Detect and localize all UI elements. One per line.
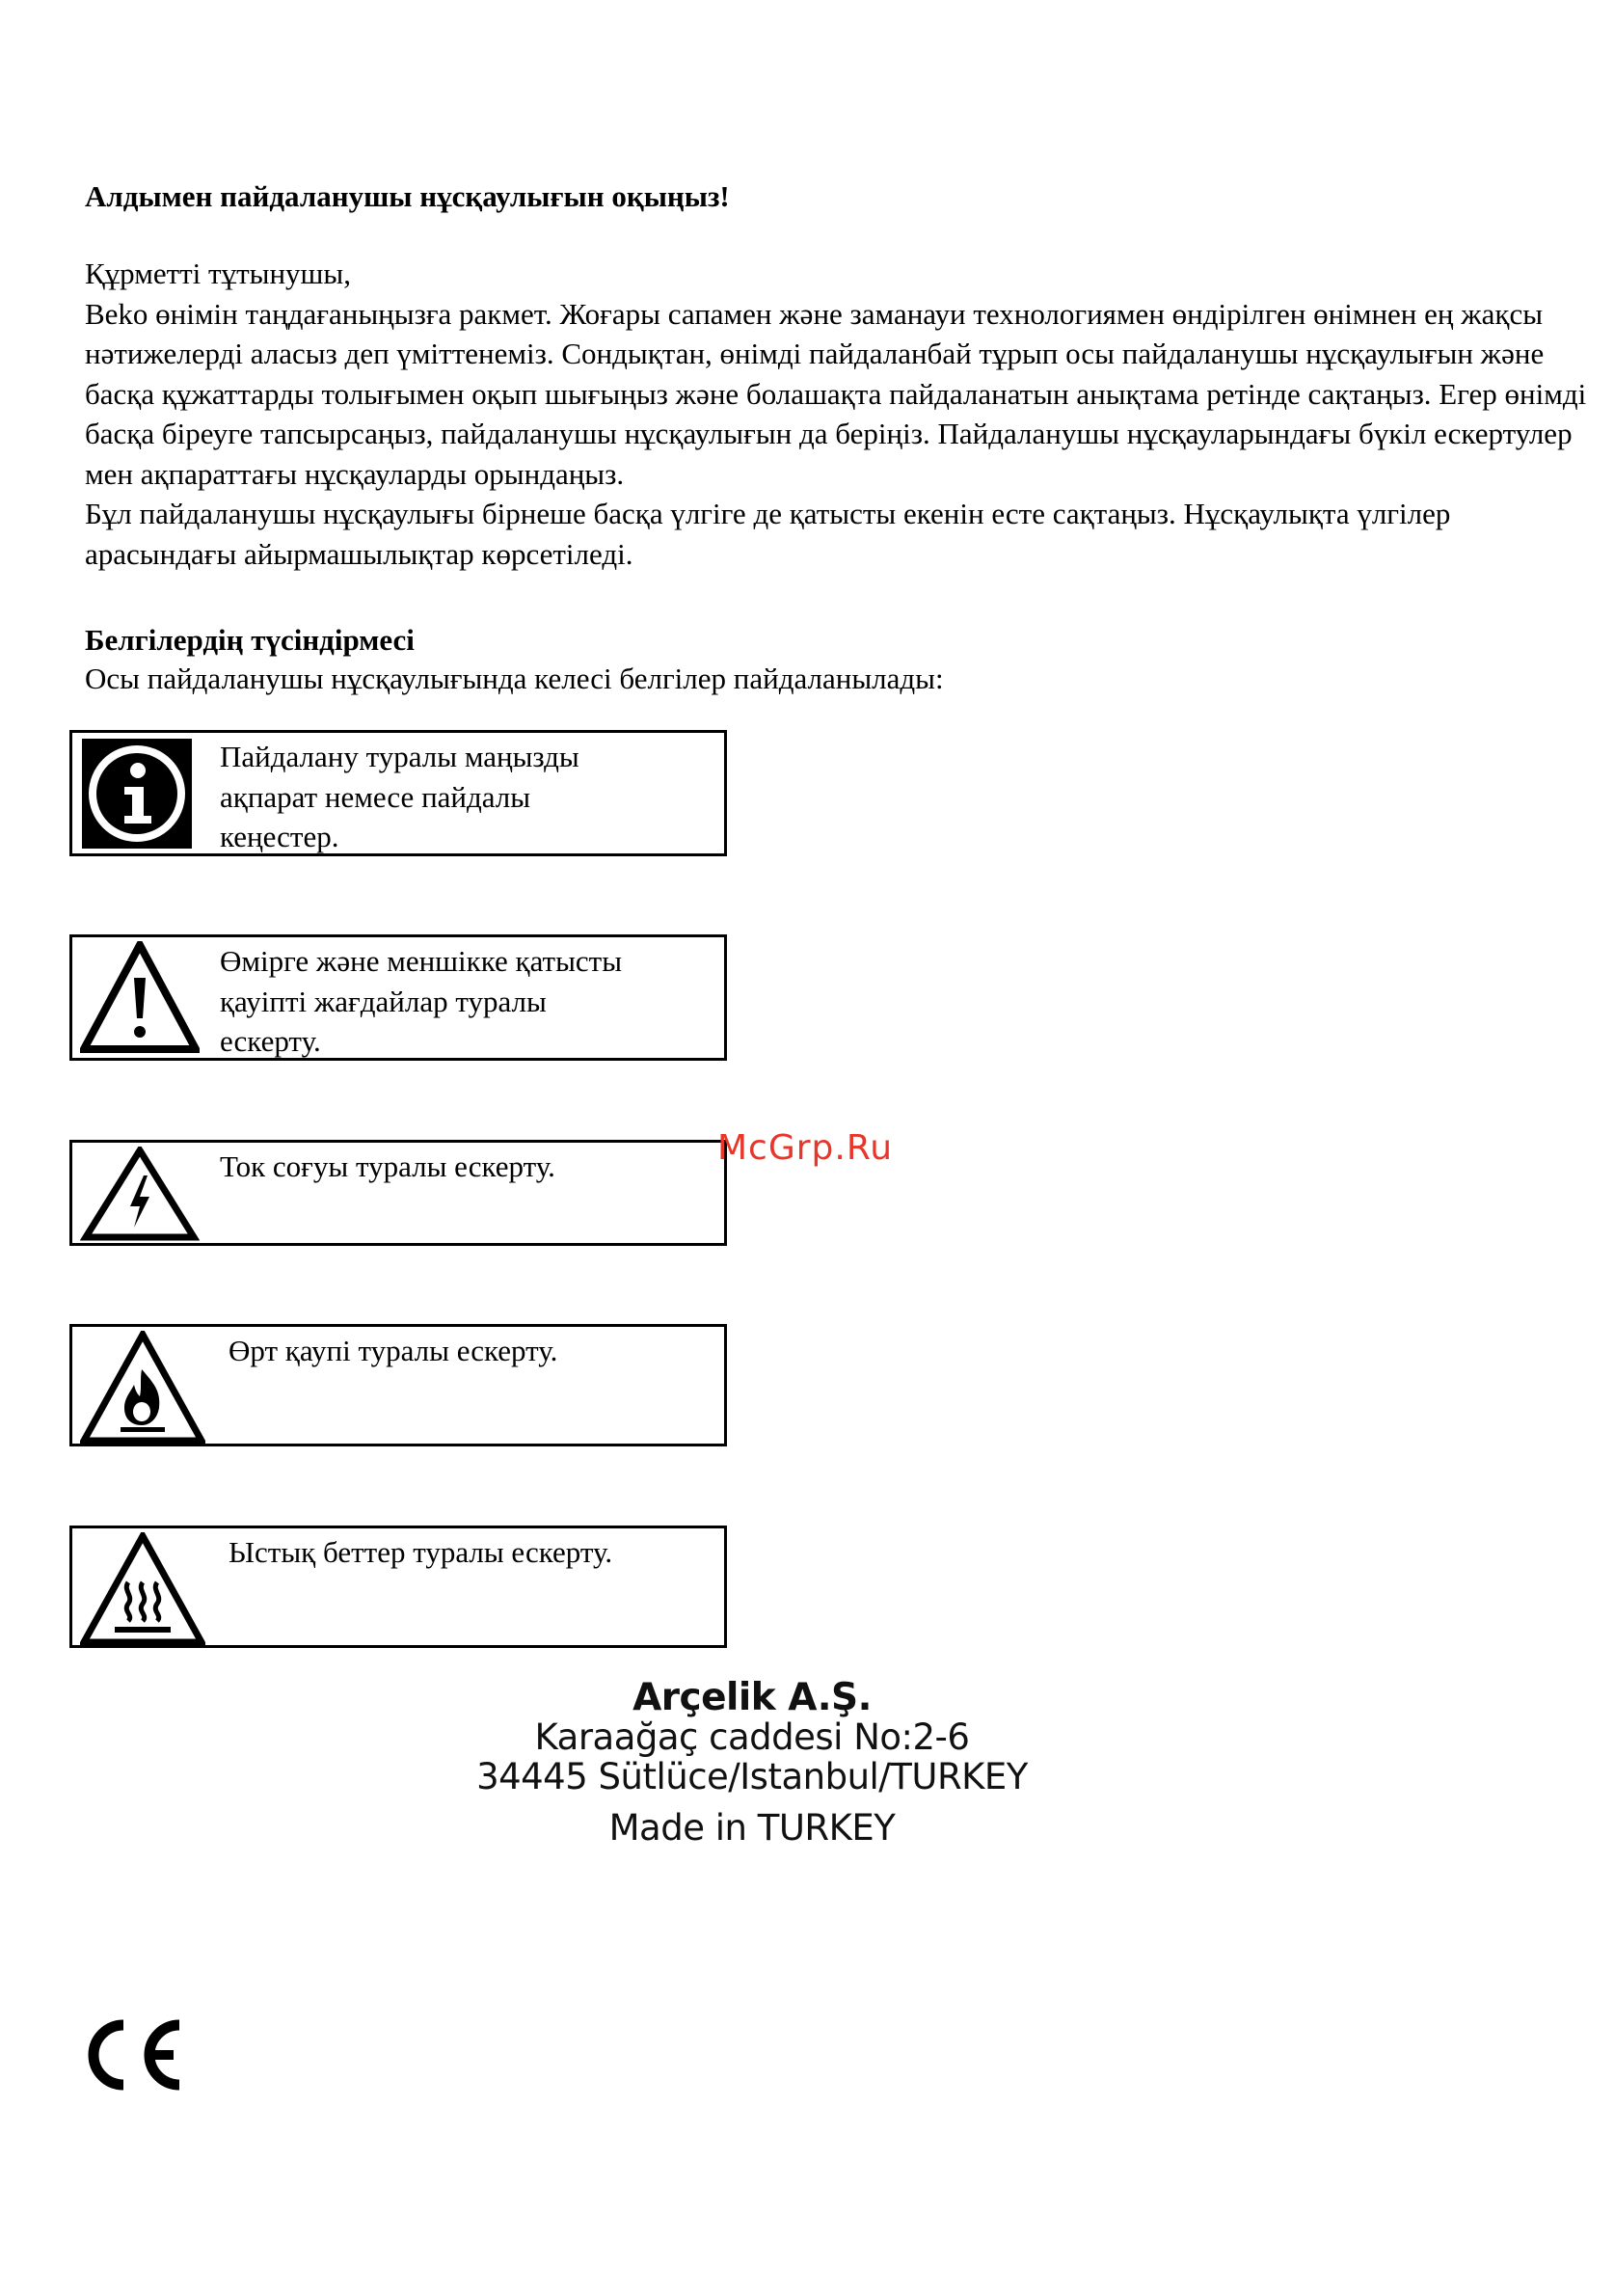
fire-hazard-icon bbox=[80, 1331, 205, 1445]
symbol-text-warning: Өмірге және меншікке қатысты қауіпті жағдайлар туралы ескерту. bbox=[220, 944, 623, 1058]
intro-text bbox=[85, 254, 1589, 574]
symbol-text-electric: Ток соғуы туралы ескерту. bbox=[220, 1149, 555, 1183]
symbol-box-info bbox=[69, 730, 727, 856]
greeting: Құрметті тұтынушы, bbox=[85, 257, 352, 290]
symbol-text-info: Пайдалану туралы маңызды ақпарат немесе пайдалы кеңестер. bbox=[220, 740, 579, 853]
ce-mark-icon bbox=[81, 2017, 187, 2093]
symbols-intro: Осы пайдаланушы нұсқаулығында келесі белгілер пайдаланылады: bbox=[85, 662, 944, 695]
symbol-box-fire bbox=[69, 1324, 727, 1446]
manufacturer-address bbox=[0, 1678, 1504, 1848]
models-paragraph: Бұл пайдаланушы нұсқаулығы бірнеше басқа үлгіге де қатысты екенін есте сақтаңыз. Нұсқаулықта үлгілер арасындағы айырмашылықтар көрсетіледі. bbox=[85, 497, 1451, 571]
info-icon bbox=[80, 737, 194, 851]
intro-paragraph: Beko өнімін таңдағаныңызға ракмет. Жоғары сапамен және заманауи технологиямен өндірілген өнімнен ең жақсы нәтижелерді аласыз деп үміттенеміз. Сондықтан, өнімді пайдаланбай тұрып осы пайдаланушы нұсқаулығын және басқа құжаттарды толығымен оқып шығыңыз және болашақта пайдаланатын анықтама ретінде сақтаңыз. Егер өнімді басқа біреуге тапсырсаңыз, пайдаланушы нұсқаулығын да беріңіз. Пайдаланушы нұсқауларындағы бүкіл ескертулер мен ақпараттағы нұсқауларды орындаңыз. bbox=[85, 296, 1587, 491]
symbol-box-electric bbox=[69, 1140, 727, 1246]
symbol-text-hot-surface: Ыстық беттер туралы ескерту. bbox=[229, 1535, 613, 1569]
symbol-box-warning bbox=[69, 934, 727, 1061]
city-address: 34445 Sütlüce/Istanbul/TURKEY bbox=[476, 1756, 1028, 1797]
warning-icon bbox=[80, 941, 200, 1055]
made-in: Made in TURKEY bbox=[608, 1807, 896, 1849]
symbols-heading: Белгілердің түсіндірмесі bbox=[85, 623, 415, 657]
electric-shock-icon bbox=[80, 1147, 200, 1241]
symbol-text-fire: Өрт қаупі туралы ескерту. bbox=[229, 1334, 558, 1367]
symbol-box-hot-surface bbox=[69, 1526, 727, 1648]
page-title: Алдымен пайдаланушы нұсқаулығын оқыңыз! bbox=[85, 179, 730, 213]
company-name: Arçelik A.Ş. bbox=[632, 1676, 872, 1719]
watermark: McGrp.Ru bbox=[717, 1128, 894, 1168]
hot-surface-icon bbox=[80, 1532, 205, 1646]
street-address: Karaağaç caddesi No:2-6 bbox=[534, 1716, 970, 1758]
